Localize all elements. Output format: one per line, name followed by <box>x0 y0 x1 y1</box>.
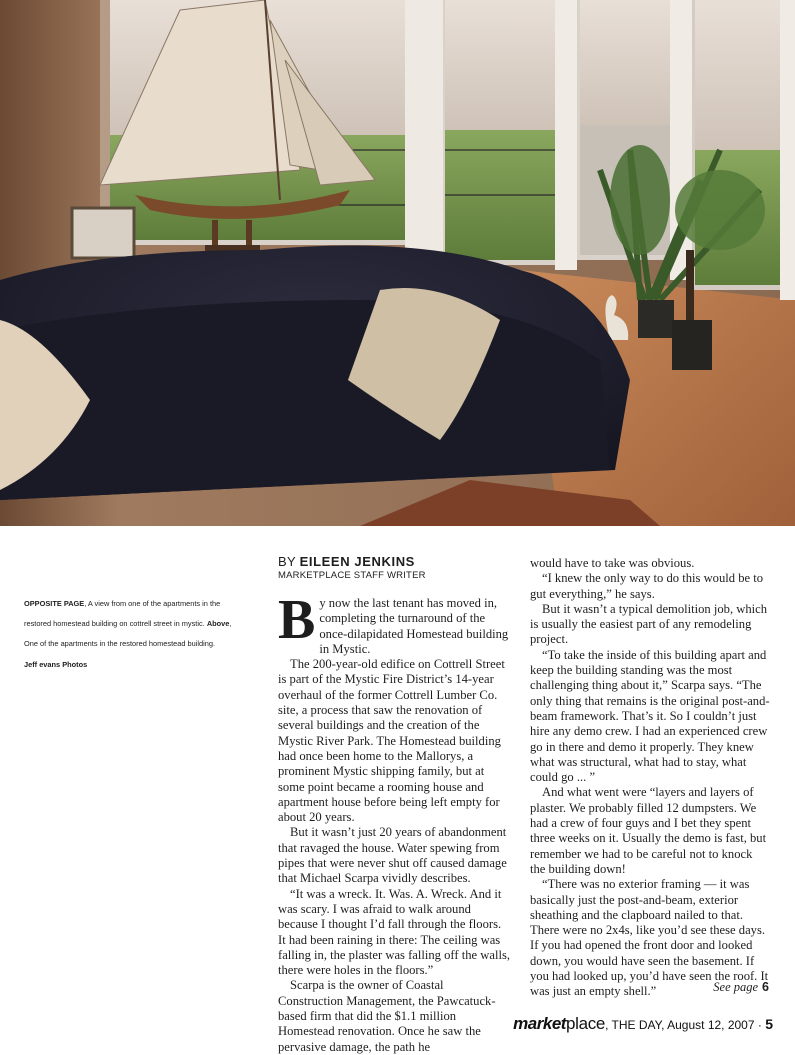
caption-text-above: , One of the apartments in the restored homestead building. <box>24 619 232 648</box>
byline-author <box>278 554 518 569</box>
caption-label-above: Above <box>206 619 230 628</box>
paragraph: Scarpa is the owner of Coastal Construction Management, the Pawcatuck-based firm that did the $1.1 million Homestead renovation. Once he saw the pervasive damage, the path he <box>278 978 496 1054</box>
byline-prefix: BY <box>278 554 296 569</box>
paragraph: “There was no exterior framing — it was basically just the post-and-beam, exterior sheathing and the clapboard nailed to that. There were no 2x4s, like you’d see these days. If you had opened the front door and looked down, you would have seen the basement. If you had looked up, you’d have seen the roof. It was just an empty shell.” <box>530 877 769 999</box>
see-page-number: 6 <box>762 980 769 994</box>
page-footer <box>513 1014 773 1034</box>
paragraph: The 200-year-old edifice on Cottrell Street is part of the Mystic Fire District’s 14-year overhaul of the former Cottrell Lumber Co. site, a process that saw the renovation of several buildings and the creation of the Mystic River Park. The Homestead building had once been home to the Mallorys, a prominent Mystic shipping family, but at some point became a rooming house and apartment house before being left empty for about 20 years. <box>278 657 505 825</box>
paragraph: “To take the inside of this building apart and keep the building standing was the most challenging thing about it,” Scarpa says. “The only thing that remains is the original post-and-beam framework. That’s it. So I couldn’t just hire any demo crew. I had an experienced crew go in there and demo it properly. They knew what was structural, what had to stay, what could go ... ” <box>530 647 770 785</box>
paragraph: But it wasn’t just 20 years of abandonment that ravaged the house. Water spewing from pipes that were never shut off caused damage that Michael Scarpa vividly describes. <box>278 825 507 886</box>
author-role: MARKETPLACE STAFF WRITER <box>278 570 426 581</box>
photo-caption <box>24 594 244 672</box>
paragraph: But it wasn’t a typical demolition job, which is usually the easiest part of any remodeling project. <box>530 601 768 647</box>
caption-text <box>24 594 244 654</box>
byline <box>278 554 518 581</box>
article-photo <box>0 0 795 526</box>
caption-label-opposite: OPPOSITE PAGE <box>24 599 85 608</box>
paragraph: And what went were “layers and layers of plaster. We probably filled 12 dumpsters. We had a crew of four guys and I bet they spent three weeks on it. Usually the demo is fast, but remember we had to be careful not to knock the building down! <box>530 785 767 876</box>
article-column-1 <box>278 589 510 1055</box>
picture-frame <box>72 208 134 258</box>
caption-text-opposite: , A view from one of the apartments in the restored homestead building on cottrell street in mystic. <box>24 599 221 628</box>
author-name: EILEEN JENKINS <box>299 554 415 569</box>
sofa <box>0 246 630 501</box>
article-column-2 <box>530 556 770 1000</box>
brand-market: market <box>513 1014 566 1033</box>
living-room-photo <box>0 0 795 526</box>
footer-paper-date: , THE DAY, August 12, 2007 · <box>605 1018 762 1032</box>
drop-cap: B <box>278 589 316 651</box>
paragraph: would have to take was obvious. <box>530 556 695 570</box>
paragraph: By now the last tenant has moved in, completing the turnaround of the once-dilapidated Homestead building in Mystic. <box>278 589 509 656</box>
brand-place: place <box>565 1014 606 1033</box>
see-page-label: See page <box>713 980 759 994</box>
paragraph: “I knew the only way to do this would be to gut everything,” he says. <box>530 571 764 601</box>
continued-reference <box>713 980 769 995</box>
photo-credit: Jeff evans Photos <box>24 660 88 669</box>
page-number: 5 <box>765 1016 773 1032</box>
paragraph: “It was a wreck. It. Was. A. Wreck. And it was scary. I was afraid to walk around because I thought I’d fall through the floors. It had been raining in there: The ceiling was falling in, the plaster was falling off the walls, there were holes in the floors.” <box>278 886 510 978</box>
